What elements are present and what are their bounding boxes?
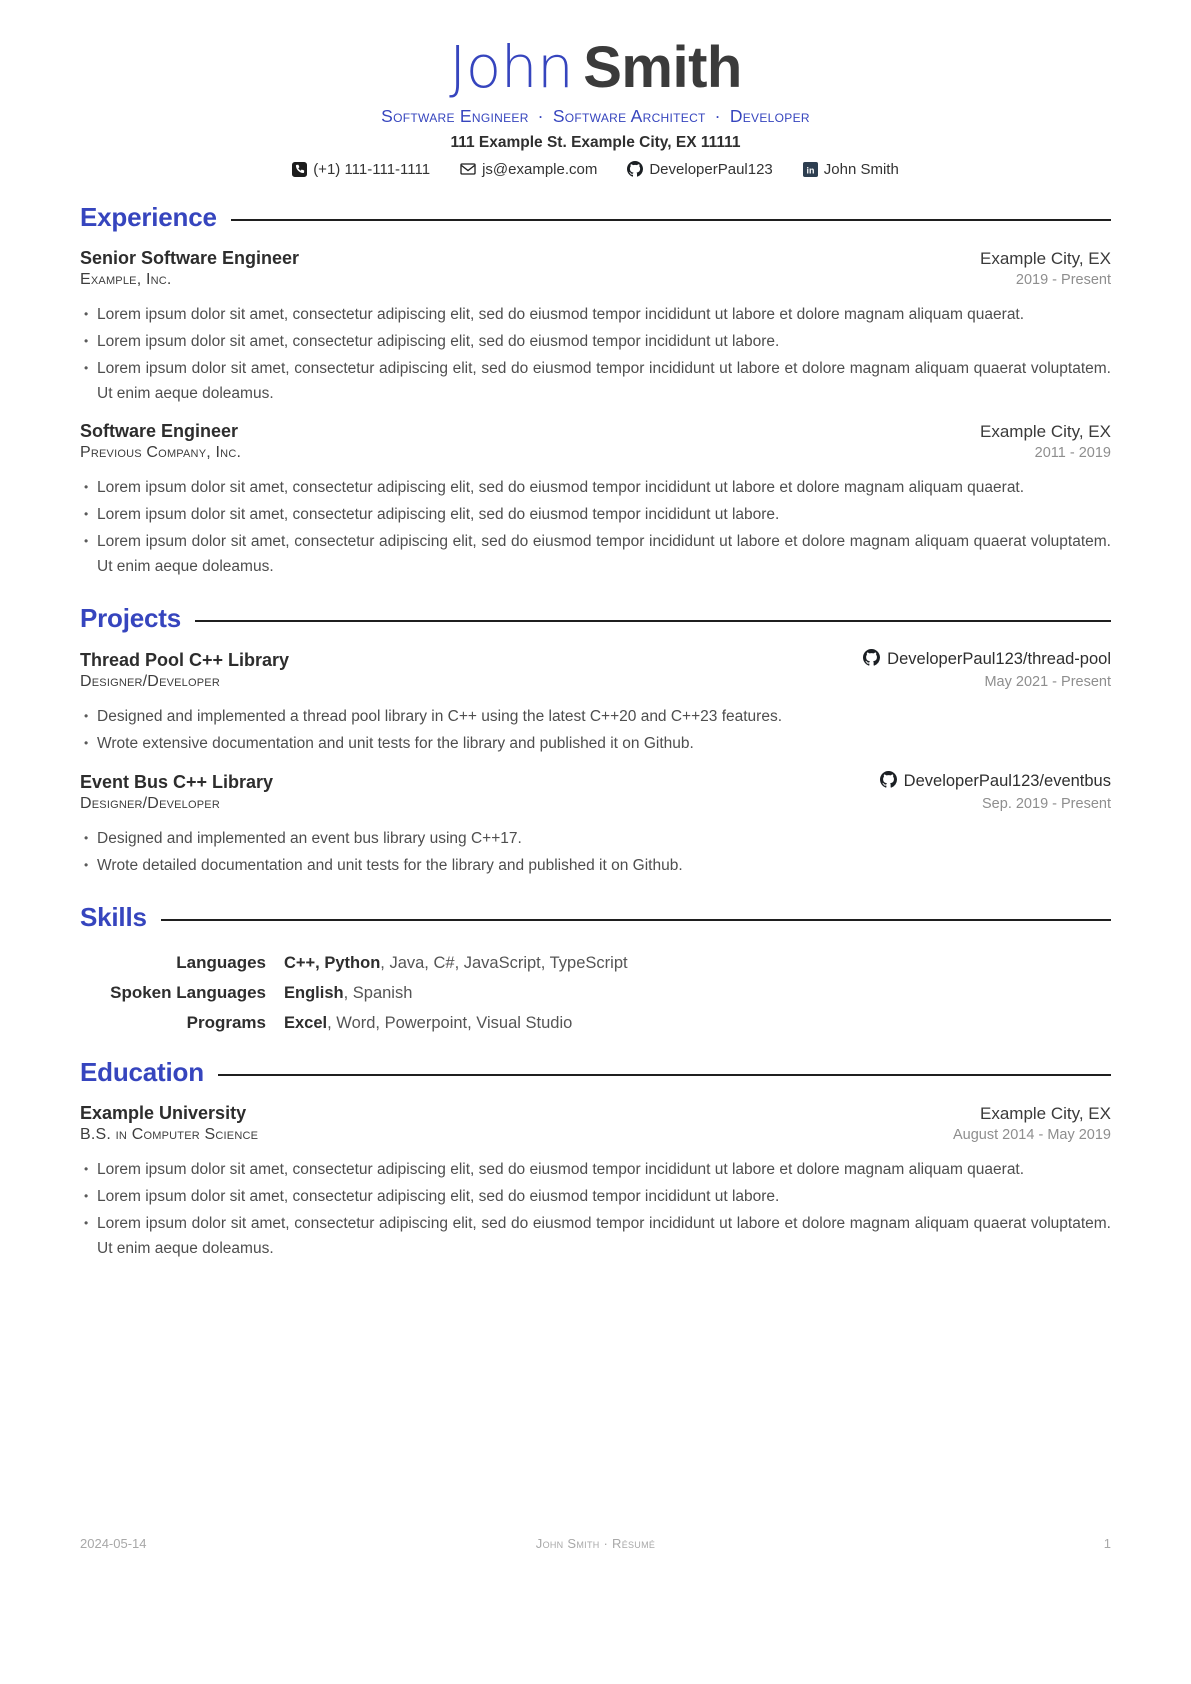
email-link[interactable] — [460, 161, 597, 178]
skill-row-programs — [80, 1013, 1111, 1033]
experience-entry — [80, 421, 1111, 579]
section-header — [80, 902, 1111, 933]
github-username: DeveloperPaul123 — [649, 160, 773, 178]
section-title: Skills — [80, 901, 147, 932]
bullet-item: • Lorem ipsum dolor sit amet, consectetur adipiscing elit, sed do eiusmod tempor incididunt ut labore. — [97, 1184, 1111, 1209]
project-entry — [80, 649, 1111, 756]
skill-highlight: Excel — [284, 1013, 328, 1032]
repo-name: DeveloperPaul123/eventbus — [903, 772, 1111, 791]
section-rule — [231, 219, 1111, 222]
bullet-list — [80, 1157, 1111, 1261]
footer-date: 2024-05-14 — [80, 1536, 147, 1551]
skill-rest: , Java, C#, JavaScript, TypeScript — [380, 953, 628, 972]
section-header — [80, 202, 1111, 233]
project-role: Designer/Developer — [80, 794, 220, 812]
project-dates: May 2021 - Present — [984, 673, 1111, 690]
github-icon — [627, 161, 643, 177]
last-name: Smith — [583, 35, 742, 100]
project-dates: Sep. 2019 - Present — [982, 795, 1111, 812]
section-rule — [218, 1074, 1111, 1077]
skills-table — [80, 953, 1111, 1033]
job-title: Senior Software Engineer — [80, 247, 300, 268]
section-skills — [80, 902, 1111, 1033]
job-location: Example City, EX — [979, 248, 1111, 268]
job-title: Software Engineer — [80, 420, 239, 441]
section-title: Experience — [80, 201, 217, 232]
bullet-item: • Lorem ipsum dolor sit amet, consectetur adipiscing elit, sed do eiusmod tempor incididunt ut labore et dolore magnam aliquam quaerat voluptatem. Ut enim aeque doleamus. — [97, 356, 1111, 406]
skill-highlight: English — [284, 983, 344, 1002]
github-icon — [880, 771, 897, 793]
github-icon — [863, 649, 880, 671]
section-header — [80, 1057, 1111, 1088]
school-location: Example City, EX — [979, 1103, 1111, 1123]
phone-icon — [292, 162, 307, 177]
linkedin-profile-link[interactable] — [803, 161, 899, 178]
school-name: Example University — [80, 1102, 247, 1123]
section-rule — [195, 620, 1111, 623]
phone-number: (+1) 111-111-1111 — [313, 160, 431, 178]
bullet-item: • Designed and implemented a thread pool library in C++ using the latest C++20 and C++23 features. — [97, 704, 1111, 729]
section-title: Projects — [80, 602, 182, 633]
section-header — [80, 603, 1111, 634]
taglines — [80, 106, 1111, 127]
bullet-item: • Lorem ipsum dolor sit amet, consectetur adipiscing elit, sed do eiusmod tempor incididunt ut labore. — [97, 329, 1111, 354]
skill-row-spoken-languages — [80, 983, 1111, 1003]
bullet-list — [80, 826, 1111, 878]
tagline-separator: · — [537, 105, 544, 126]
full-name — [80, 34, 1111, 102]
section-title: Education — [80, 1056, 204, 1087]
github-profile-link[interactable] — [627, 161, 772, 178]
contact-row — [80, 161, 1111, 178]
project-entry — [80, 771, 1111, 878]
tagline-developer: Developer — [729, 105, 810, 126]
skill-rest: , Spanish — [343, 983, 413, 1002]
job-dates: 2011 - 2019 — [1034, 444, 1111, 461]
project-title: Thread Pool C++ Library — [80, 649, 290, 670]
skill-row-languages — [80, 953, 1111, 973]
bullet-item: • Wrote detailed documentation and unit tests for the library and published it on Github. — [97, 853, 1111, 878]
section-projects — [80, 603, 1111, 878]
skill-highlight: C++, Python — [284, 953, 381, 972]
bullet-item: • Lorem ipsum dolor sit amet, consectetur adipiscing elit, sed do eiusmod tempor incididunt ut labore et dolore magnam aliquam quaerat voluptatem. Ut enim aeque doleamus. — [97, 529, 1111, 579]
email-icon — [460, 161, 476, 177]
bullet-list — [80, 302, 1111, 406]
skill-label: Spoken Languages — [110, 982, 266, 1002]
bullet-item: • Wrote extensive documentation and unit tests for the library and published it on Github. — [97, 731, 1111, 756]
resume-header — [80, 34, 1111, 178]
bullet-item: • Lorem ipsum dolor sit amet, consectetur adipiscing elit, sed do eiusmod tempor incididunt ut labore et dolore magnam aliquam quaerat. — [97, 475, 1111, 500]
skill-rest: , Word, Powerpoint, Visual Studio — [327, 1013, 573, 1032]
section-experience — [80, 202, 1111, 579]
email-address: js@example.com — [482, 160, 598, 178]
company-name: Previous Company, Inc. — [80, 443, 242, 461]
education-entry — [80, 1103, 1111, 1261]
phone-link[interactable] — [292, 161, 430, 178]
footer-title: John Smith · Résumé — [535, 1536, 656, 1551]
company-name: Example, Inc. — [80, 270, 172, 288]
bullet-list — [80, 704, 1111, 756]
section-rule — [161, 919, 1111, 922]
linkedin-name: John Smith — [823, 160, 899, 178]
experience-entry — [80, 248, 1111, 406]
section-education — [80, 1057, 1111, 1261]
first-name: John — [449, 33, 574, 101]
skill-value — [284, 984, 412, 1003]
education-dates: August 2014 - May 2019 — [953, 1126, 1111, 1143]
job-dates: 2019 - Present — [1015, 271, 1111, 288]
bullet-item: • Lorem ipsum dolor sit amet, consectetur adipiscing elit, sed do eiusmod tempor incididunt ut labore et dolore magnam aliquam quaerat. — [97, 302, 1111, 327]
skill-label: Programs — [186, 1012, 266, 1032]
skill-label: Languages — [176, 952, 266, 972]
job-location: Example City, EX — [979, 421, 1111, 441]
bullet-item: • Lorem ipsum dolor sit amet, consectetur adipiscing elit, sed do eiusmod tempor incididunt ut labore. — [97, 502, 1111, 527]
repo-name: DeveloperPaul123/thread-pool — [887, 650, 1111, 669]
page-footer — [80, 1536, 1111, 1551]
address-line: 111 Example St. Example City, EX 11111 — [450, 133, 741, 151]
bullet-item: • Lorem ipsum dolor sit amet, consectetur adipiscing elit, sed do eiusmod tempor incididunt ut labore et dolore magnam aliquam quaerat voluptatem. Ut enim aeque doleamus. — [97, 1211, 1111, 1261]
skill-value — [284, 1014, 572, 1033]
tagline-separator: · — [714, 105, 721, 126]
bullet-item: • Designed and implemented an event bus library using C++17. — [97, 826, 1111, 851]
bullet-list — [80, 475, 1111, 579]
project-role: Designer/Developer — [80, 672, 220, 690]
project-repo-link[interactable] — [863, 649, 1111, 671]
linkedin-icon — [803, 162, 818, 177]
project-repo-link[interactable] — [880, 771, 1111, 793]
project-title: Event Bus C++ Library — [80, 771, 274, 792]
page-number: 1 — [1103, 1536, 1111, 1551]
tagline-software-engineer: Software Engineer — [381, 105, 529, 126]
svg-text:in: in — [806, 164, 815, 175]
bullet-item: • Lorem ipsum dolor sit amet, consectetur adipiscing elit, sed do eiusmod tempor incididunt ut labore et dolore magnam aliquam quaerat. — [97, 1157, 1111, 1182]
degree: B.S. in Computer Science — [80, 1125, 259, 1143]
tagline-software-architect: Software Architect — [552, 105, 706, 126]
skill-value — [284, 954, 628, 973]
